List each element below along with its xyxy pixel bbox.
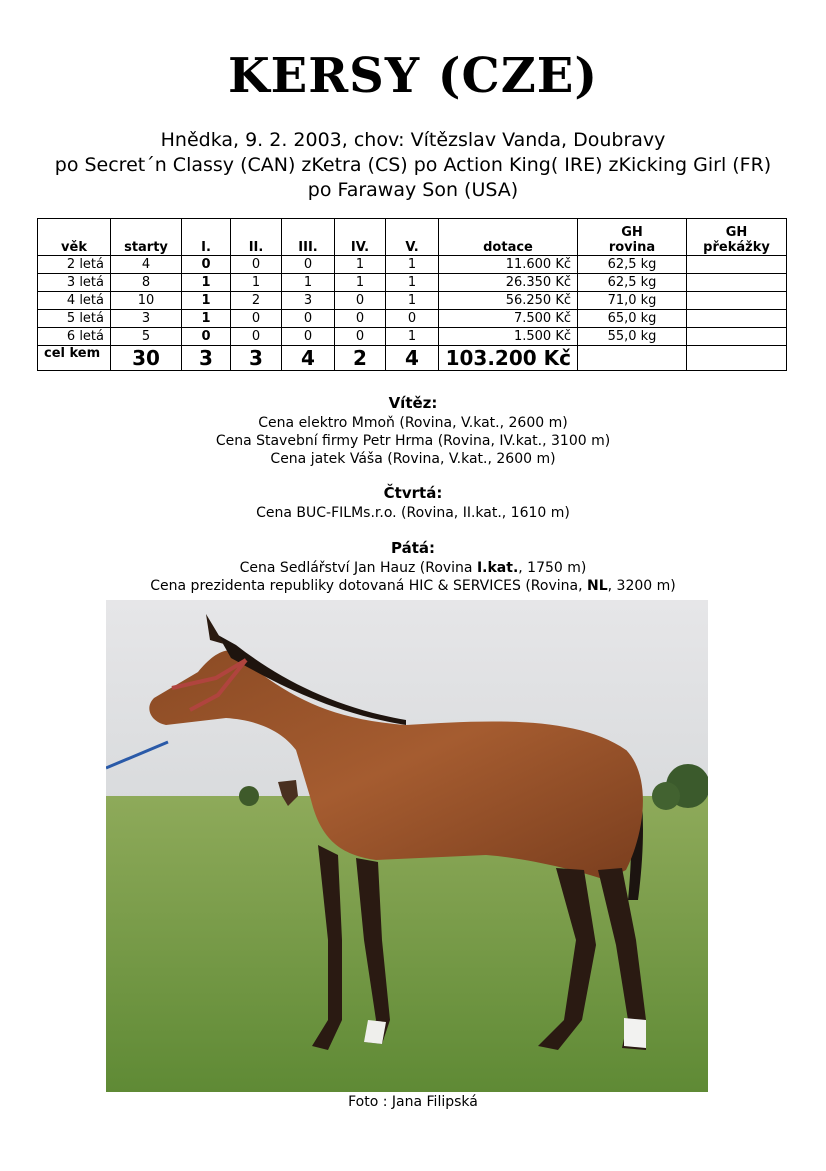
fifth-place-section [0,539,826,595]
row-gh-hurdle [687,274,787,292]
row-age: 2 letá [38,256,111,274]
fifth-item-category: NL [587,578,608,594]
row-third: 0 [282,328,335,346]
header-fourth: IV. [335,219,386,256]
table-header-row [38,219,787,256]
row-fifth: 0 [386,310,439,328]
row-prize: 56.250 Kč [439,292,578,310]
row-starts: 8 [111,274,182,292]
pedigree-block [0,128,826,203]
row-third: 0 [282,256,335,274]
row-gh-hurdle [687,310,787,328]
row-starts: 4 [111,256,182,274]
row-fourth: 1 [335,274,386,292]
row-age: 3 letá [38,274,111,292]
table-row [38,274,787,292]
total-gh-hurdle [687,346,787,371]
row-first: 1 [182,310,231,328]
fourth-heading: Čtvrtá: [383,484,443,502]
header-second: II. [231,219,282,256]
fifth-item-text: , 3200 m) [607,578,676,594]
header-gh-flat: GH rovina [578,219,687,256]
row-prize: 7.500 Kč [439,310,578,328]
row-gh-hurdle [687,292,787,310]
row-fifth: 1 [386,256,439,274]
row-second: 0 [231,328,282,346]
header-first: I. [182,219,231,256]
row-prize: 11.600 Kč [439,256,578,274]
row-starts: 10 [111,292,182,310]
header-age: věk [38,219,111,256]
winner-heading: Vítěz: [388,394,438,412]
fifth-item-text: Cena Sedlářství Jan Hauz (Rovina [239,560,477,576]
header-fifth: V. [386,219,439,256]
total-label: cel kem [38,346,111,371]
row-fourth: 0 [335,292,386,310]
total-second: 3 [231,346,282,371]
row-second: 0 [231,310,282,328]
fifth-item [0,559,826,577]
photo-caption: Foto : Jana Filipská [348,1094,478,1110]
row-fifth: 1 [386,328,439,346]
fourth-place-section [0,484,826,522]
row-age: 5 letá [38,310,111,328]
fourth-item: Cena BUC-FILMs.r.o. (Rovina, II.kat., 1610 m) [256,505,570,521]
row-second: 1 [231,274,282,292]
fifth-item-category: I.kat. [476,560,519,576]
total-fourth: 2 [335,346,386,371]
row-prize: 26.350 Kč [439,274,578,292]
row-fifth: 1 [386,274,439,292]
total-starts: 30 [111,346,182,371]
row-first: 1 [182,274,231,292]
row-prize: 1.500 Kč [439,328,578,346]
table-row [38,292,787,310]
total-first: 3 [182,346,231,371]
table-row [38,256,787,274]
pedigree-line-3: po Faraway Son (USA) [307,179,519,201]
row-gh-flat: 62,5 kg [578,256,687,274]
row-gh-flat: 65,0 kg [578,310,687,328]
table-row [38,328,787,346]
horse-photo [106,600,708,1092]
row-gh-flat: 55,0 kg [578,328,687,346]
row-third: 1 [282,274,335,292]
winner-item: Cena elektro Mmoň (Rovina, V.kat., 2600 m) [258,415,568,431]
row-second: 0 [231,256,282,274]
header-prize: dotace [439,219,578,256]
row-first: 0 [182,328,231,346]
row-starts: 5 [111,328,182,346]
race-stats-table [37,218,787,371]
row-fourth: 1 [335,256,386,274]
row-third: 3 [282,292,335,310]
winner-section [0,394,826,468]
page-title: KERSY (CZE) [227,48,599,104]
fifth-item [0,577,826,595]
table-total-row [38,346,787,371]
total-fifth: 4 [386,346,439,371]
row-gh-hurdle [687,328,787,346]
row-first: 1 [182,292,231,310]
row-gh-hurdle [687,256,787,274]
fifth-item-text: , 1750 m) [518,560,587,576]
row-age: 6 letá [38,328,111,346]
fifth-item-text: Cena prezidenta republiky dotovaná HIC & SERVICES (Rovina, [150,578,587,594]
row-age: 4 letá [38,292,111,310]
winner-item: Cena Stavební firmy Petr Hrma (Rovina, IV.kat., 3100 m) [215,433,611,449]
pedigree-line-2: po Secret´n Classy (CAN) zKetra (CS) po Action King( IRE) zKicking Girl (FR) [54,154,772,176]
row-second: 2 [231,292,282,310]
fifth-heading: Pátá: [390,539,435,557]
header-starts: starty [111,219,182,256]
row-fifth: 1 [386,292,439,310]
row-fourth: 0 [335,310,386,328]
winner-item: Cena jatek Váša (Rovina, V.kat., 2600 m) [270,451,556,467]
row-gh-flat: 71,0 kg [578,292,687,310]
row-gh-flat: 62,5 kg [578,274,687,292]
table-row [38,310,787,328]
total-prize: 103.200 Kč [439,346,578,371]
row-fourth: 0 [335,328,386,346]
row-starts: 3 [111,310,182,328]
row-first: 0 [182,256,231,274]
header-gh-hurdle: GH překážky [687,219,787,256]
row-third: 0 [282,310,335,328]
header-third: III. [282,219,335,256]
total-third: 4 [282,346,335,371]
total-gh-flat [578,346,687,371]
pedigree-line-1: Hnědka, 9. 2. 2003, chov: Vítězslav Vanda, Doubravy [160,129,666,151]
